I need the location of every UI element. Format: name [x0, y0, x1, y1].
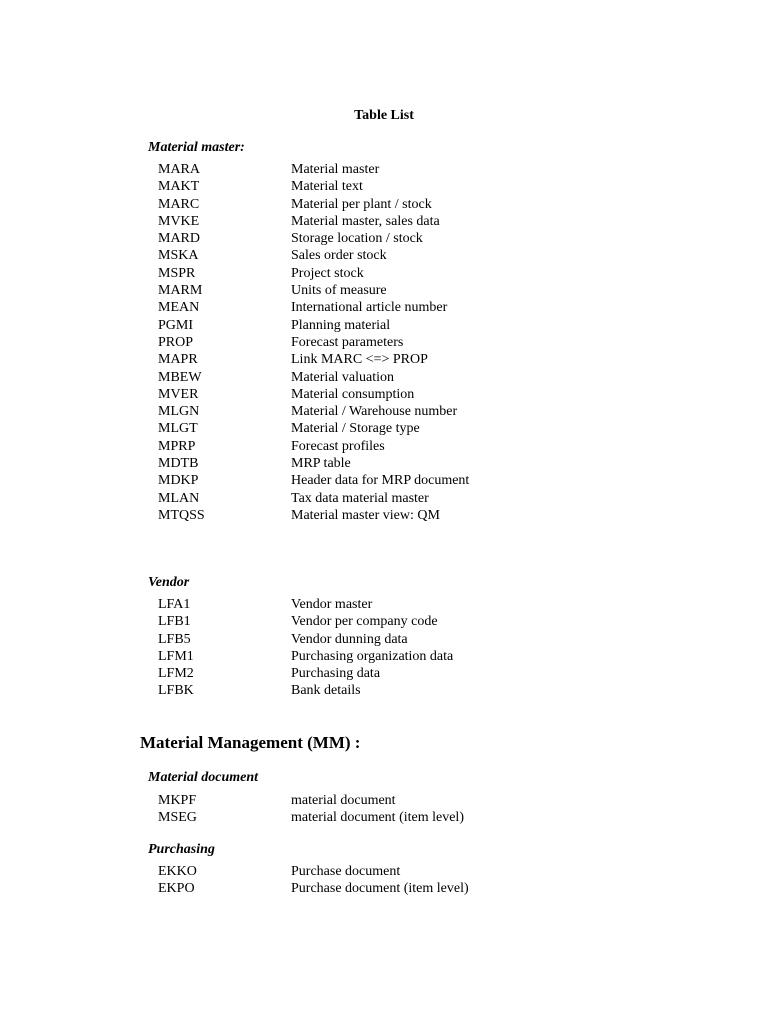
table-row [158, 317, 469, 334]
table-row [158, 196, 469, 213]
table-description: Vendor master [291, 597, 373, 612]
table-code: MSKA [158, 248, 199, 264]
table-row [158, 613, 453, 630]
table-code: MSEG [158, 810, 197, 826]
table-description: material document (item level) [291, 810, 464, 826]
table-description: Material master, sales data [291, 213, 440, 229]
table-description: Material / Warehouse number [291, 404, 458, 420]
table-description: Purchase document [291, 864, 401, 879]
table-row [158, 265, 469, 282]
table-description: Vendor per company code [291, 614, 438, 630]
table-row [158, 631, 453, 648]
material-master-table [158, 161, 469, 524]
table-description: Material valuation [291, 369, 395, 385]
table-description: Tax data material master [291, 490, 429, 506]
table-description: Purchasing organization data [291, 648, 454, 664]
table-code: EKKO [158, 864, 197, 879]
table-code: MSPR [158, 265, 196, 281]
table-code: MARM [158, 283, 203, 299]
table-code: PGMI [158, 317, 194, 333]
table-description: MRP table [291, 456, 351, 472]
table-row [158, 334, 469, 351]
section-heading-material-master: Material master: [148, 140, 245, 155]
table-description: Material per plant / stock [291, 196, 432, 212]
table-code: MBEW [158, 369, 202, 385]
table-code: PROP [158, 334, 194, 350]
table-code: MARA [158, 162, 201, 177]
table-code: MKPF [158, 793, 197, 808]
table-row [158, 472, 469, 489]
table-code: LFBK [158, 683, 194, 699]
table-description: Forecast parameters [291, 334, 404, 350]
purchasing-table [158, 863, 469, 898]
table-row [158, 403, 469, 420]
table-row [158, 863, 469, 880]
table-description: Link MARC <=> PROP [291, 352, 428, 368]
table-code: MDTB [158, 456, 199, 472]
document-title: Table List [354, 108, 414, 123]
material-document-table [158, 792, 464, 827]
table-description: Material text [291, 179, 363, 195]
section-heading-material-management: Material Management (MM) : [140, 733, 361, 752]
table-description: Project stock [291, 265, 364, 281]
table-code: MAKT [158, 179, 200, 195]
table-code: MDKP [158, 473, 199, 489]
table-description: Material / Storage type [291, 421, 420, 437]
table-code: MEAN [158, 300, 200, 316]
table-description: Planning material [291, 317, 391, 333]
table-code: MVER [158, 386, 199, 402]
table-row [158, 230, 469, 247]
table-code: MLAN [158, 490, 200, 506]
table-row [158, 282, 469, 299]
table-description: Material master view: QM [291, 507, 440, 523]
table-description: material document [291, 793, 396, 808]
table-row [158, 792, 464, 809]
table-row [158, 369, 469, 386]
table-code: MLGN [158, 404, 200, 420]
table-row [158, 490, 469, 507]
vendor-table [158, 596, 453, 700]
table-row [158, 420, 469, 437]
table-code: LFA1 [158, 597, 191, 612]
table-row [158, 507, 469, 524]
table-code: LFM2 [158, 666, 194, 682]
table-code: MLGT [158, 421, 198, 437]
table-code: MARC [158, 196, 200, 212]
table-description: Material consumption [291, 386, 415, 402]
table-description: International article number [291, 300, 448, 316]
table-description: Units of measure [291, 283, 387, 299]
table-description: Forecast profiles [291, 438, 385, 454]
section-heading-purchasing: Purchasing [148, 842, 215, 857]
table-description: Material master [291, 162, 380, 177]
table-code: MPRP [158, 438, 196, 454]
table-row [158, 178, 469, 195]
table-code: LFM1 [158, 648, 194, 664]
table-description: Header data for MRP document [291, 473, 470, 489]
table-code: EKPO [158, 881, 195, 897]
table-code: MAPR [158, 352, 198, 368]
table-code: LFB5 [158, 631, 191, 647]
table-code: MVKE [158, 213, 200, 229]
table-row [158, 438, 469, 455]
table-code: MTQSS [158, 507, 205, 523]
table-row [158, 455, 469, 472]
table-row [158, 648, 453, 665]
table-row [158, 880, 469, 897]
table-code: MARD [158, 231, 201, 247]
table-row [158, 809, 464, 826]
table-description: Purchasing data [291, 666, 381, 682]
table-row [158, 665, 453, 682]
section-heading-material-document: Material document [148, 770, 259, 785]
section-heading-vendor: Vendor [148, 575, 190, 590]
table-code: LFB1 [158, 614, 191, 630]
table-row [158, 161, 469, 178]
table-description: Bank details [291, 683, 361, 699]
table-row [158, 213, 469, 230]
table-description: Purchase document (item level) [291, 881, 469, 897]
table-row [158, 682, 453, 699]
table-row [158, 351, 469, 368]
table-description: Vendor dunning data [291, 631, 408, 647]
table-description: Sales order stock [291, 248, 387, 264]
table-description: Storage location / stock [291, 231, 423, 247]
table-row [158, 299, 469, 316]
table-row [158, 386, 469, 403]
table-row [158, 596, 453, 613]
table-row [158, 247, 469, 264]
